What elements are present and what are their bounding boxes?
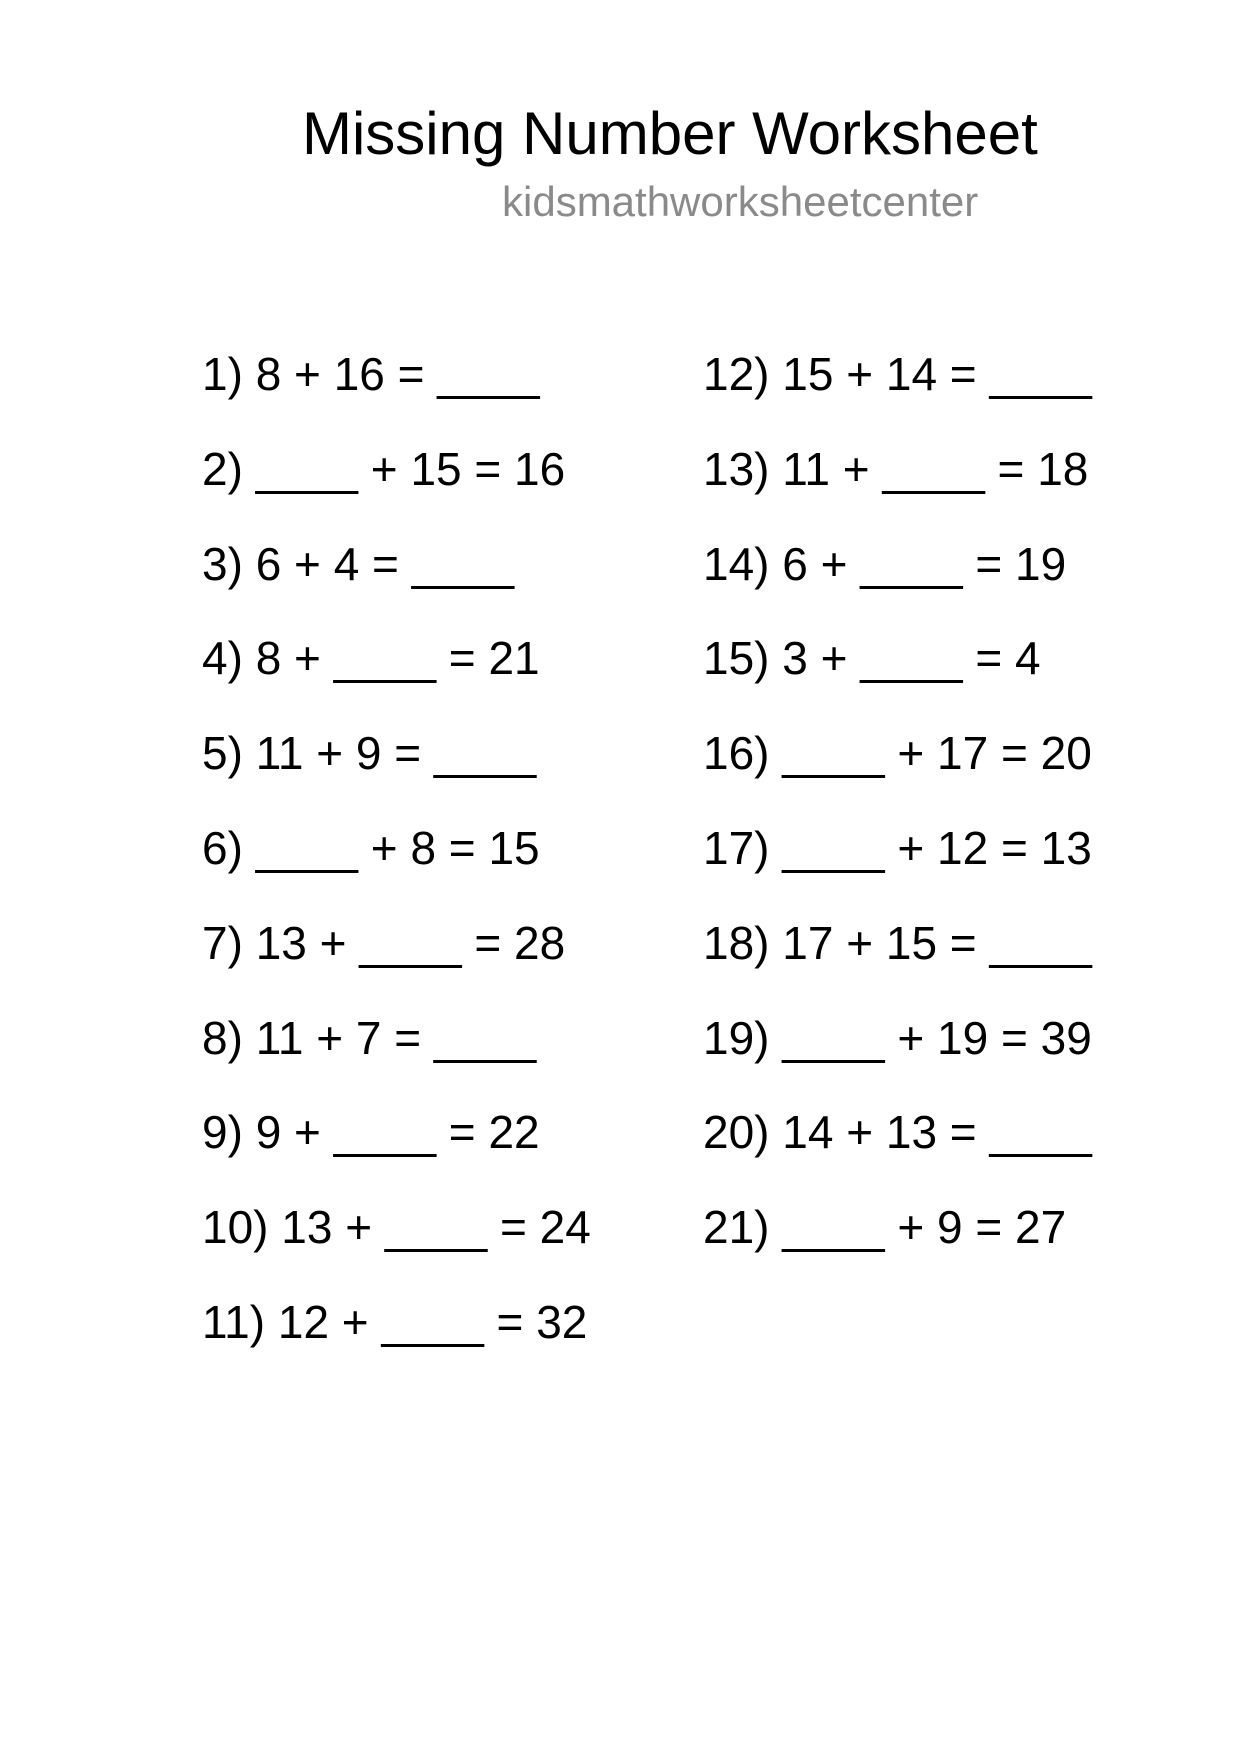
problem-expression: ____ + 17 = 20 bbox=[782, 727, 1092, 780]
problem-expression: 11 + 9 = ____ bbox=[255, 727, 537, 780]
problem-15 bbox=[703, 630, 1092, 725]
problem-19 bbox=[703, 1010, 1092, 1105]
problem-column-left bbox=[202, 346, 591, 1389]
problem-7 bbox=[202, 915, 591, 1010]
worksheet-title: Missing Number Worksheet bbox=[302, 100, 1038, 167]
problem-expression: 8 + 16 = ____ bbox=[255, 348, 540, 400]
problem-expression: ____ + 9 = 27 bbox=[782, 1201, 1067, 1254]
problem-number: 21) bbox=[703, 1201, 770, 1254]
problem-18 bbox=[703, 915, 1092, 1010]
problem-number: 12) bbox=[703, 348, 770, 400]
problem-16 bbox=[703, 725, 1092, 820]
problem-expression: 3 + ____ = 4 bbox=[782, 632, 1041, 685]
problem-expression: 6 + 4 = ____ bbox=[255, 537, 515, 590]
problem-number: 19) bbox=[703, 1011, 770, 1064]
problem-number: 20) bbox=[703, 1106, 770, 1159]
problem-number: 6) bbox=[202, 821, 243, 874]
problem-number: 13) bbox=[703, 442, 770, 495]
problem-expression: 9 + ____ = 22 bbox=[255, 1106, 540, 1159]
problem-expression: ____ + 19 = 39 bbox=[782, 1011, 1092, 1064]
problem-10 bbox=[202, 1199, 591, 1294]
problem-expression: 15 + 14 = ____ bbox=[782, 348, 1092, 400]
worksheet-source: kidsmathworksheetcenter bbox=[502, 178, 979, 225]
problem-expression: ____ + 8 = 15 bbox=[255, 821, 540, 874]
problem-number: 11) bbox=[202, 1295, 266, 1348]
problem-expression: 17 + 15 = ____ bbox=[782, 916, 1092, 969]
problem-number: 2) bbox=[202, 442, 243, 495]
problem-number: 3) bbox=[202, 537, 243, 590]
problem-number: 4) bbox=[202, 632, 243, 685]
problem-expression: 12 + ____ = 32 bbox=[277, 1295, 588, 1348]
problem-20 bbox=[703, 1104, 1092, 1199]
problem-4 bbox=[202, 630, 591, 725]
problem-expression: 11 + 7 = ____ bbox=[255, 1011, 537, 1064]
problem-number: 7) bbox=[202, 916, 243, 969]
problem-9 bbox=[202, 1104, 591, 1199]
problem-11 bbox=[202, 1294, 591, 1389]
problem-number: 16) bbox=[703, 727, 770, 780]
problem-expression: 6 + ____ = 19 bbox=[782, 537, 1067, 590]
problem-12 bbox=[703, 346, 1092, 441]
problem-13 bbox=[703, 441, 1092, 536]
problem-number: 14) bbox=[703, 537, 770, 590]
problem-5 bbox=[202, 725, 591, 820]
problem-17 bbox=[703, 820, 1092, 915]
problem-number: 17) bbox=[703, 821, 770, 874]
problem-number: 15) bbox=[703, 632, 770, 685]
problem-expression: ____ + 12 = 13 bbox=[782, 821, 1092, 874]
problem-number: 5) bbox=[202, 727, 243, 780]
problem-number: 18) bbox=[703, 916, 770, 969]
problem-21 bbox=[703, 1199, 1092, 1294]
problem-8 bbox=[202, 1010, 591, 1105]
problem-number: 1) bbox=[202, 348, 243, 400]
problem-expression: 14 + 13 = ____ bbox=[782, 1106, 1092, 1159]
problem-expression: 8 + ____ = 21 bbox=[255, 632, 540, 685]
problem-number: 10) bbox=[202, 1201, 269, 1254]
problem-expression: 13 + ____ = 24 bbox=[281, 1201, 591, 1254]
problem-number: 9) bbox=[202, 1106, 243, 1159]
problem-1 bbox=[202, 346, 591, 441]
problem-expression: 13 + ____ = 28 bbox=[255, 916, 566, 969]
problem-6 bbox=[202, 820, 591, 915]
problem-number: 8) bbox=[202, 1011, 243, 1064]
problem-expression: ____ + 15 = 16 bbox=[255, 442, 566, 495]
problem-2 bbox=[202, 441, 591, 536]
problem-3 bbox=[202, 536, 591, 631]
problem-14 bbox=[703, 536, 1092, 631]
problem-expression: 11 + ____ = 18 bbox=[782, 442, 1089, 495]
problem-column-right bbox=[703, 346, 1092, 1294]
